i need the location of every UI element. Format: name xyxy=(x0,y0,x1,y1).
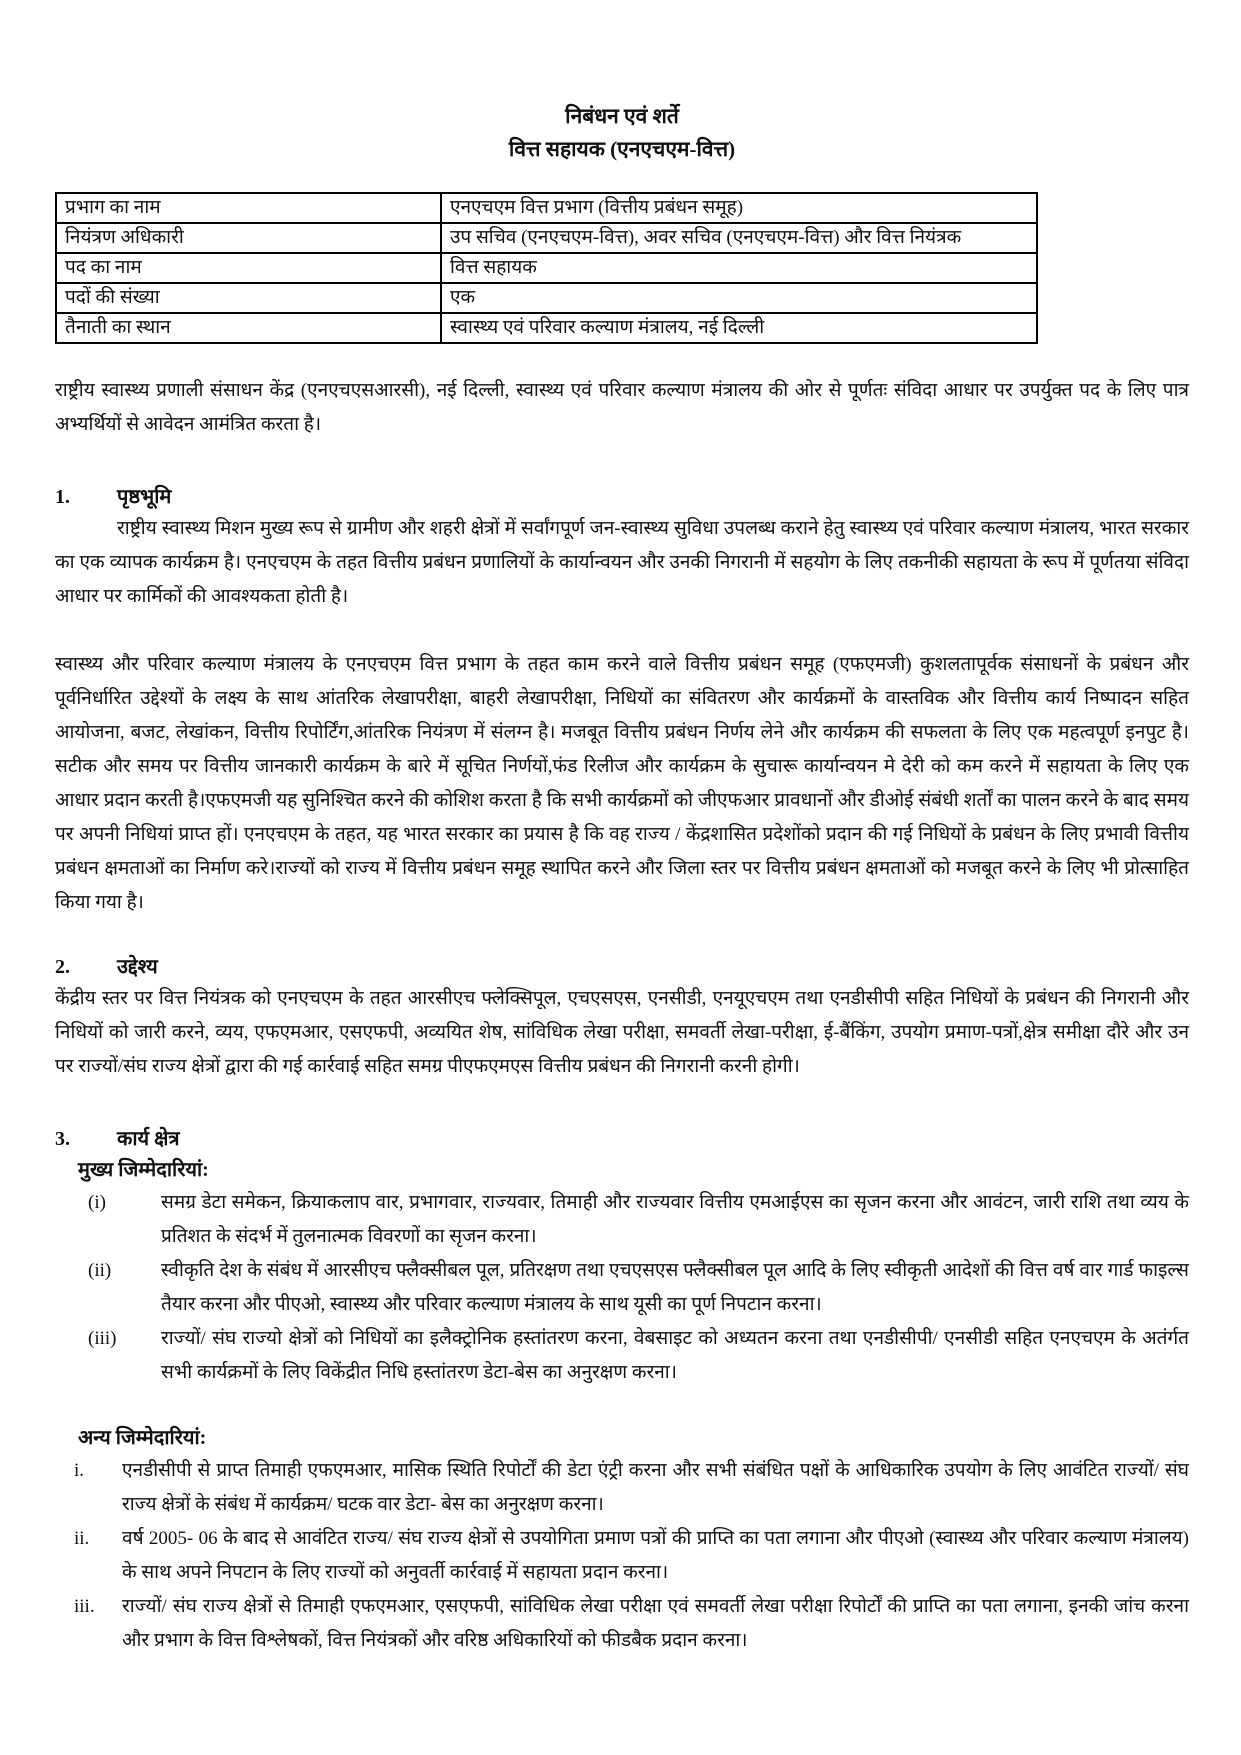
list-item-text: वर्ष 2005- 06 के बाद से आवंटित राज्य/ संघ राज्य क्षेत्रों से उपयोगिता प्रमाण पत्रों की प्राप्ति का पता लगाना और पीएओ (स्वास्थ्य और परिवार कल्याण मंत्रालय) के साथ अपने निपटान के लिए राज्यों को अनुवर्ती कार्रवाई में सहायता प्रदान करना। xyxy=(122,1528,1189,1583)
list-item-text: राज्यों/ संघ राज्यो क्षेत्रों को निधियों का इलैक्ट्रोनिक हस्तांतरण करना, वेबसाइट को अध्यतन करना तथा एनडीसीपी/ एनसीडी सहित एनएचएम के अतंर्गत सभी कार्यक्रमों के लिए विकेंद्रीत निधि हस्तांतरण डेटा-बेस का अनुरक्षण करना। xyxy=(161,1328,1189,1383)
table-cell-value: वित्त सहायक xyxy=(441,253,1037,283)
section-2-title: उद्देश्य xyxy=(117,956,158,978)
table-row xyxy=(56,193,1037,223)
section-2-paragraph: केंद्रीय स्तर पर वित्त नियंत्रक को एनएचएम के तहत आरसीएच फ्लेक्सिपूल, एचएसएस, एनसीडी, एनयूएचएम तथा एनडीसीपी सहित निधियों के प्रबंधन की निगरानी और निधियों को जारी करने, व्यय, एफएमआर, एसएफपी, अव्ययित शेष, सांविधिक लेखा परीक्षा, समवर्ती लेखा-परीक्षा, ई-बैंकिंग, उपयोग प्रमाण-पत्रों,क्षेत्र समीक्षा दौरे और उन पर राज्यों/संघ राज्य क्षेत्रों द्वारा की गई कार्रवाई सहित समग्र पीएफएमएस वित्तीय प्रबंधन की निगरानी करनी होगी। xyxy=(55,988,1189,1077)
list-item xyxy=(55,1590,1189,1658)
main-responsibilities-heading: मुख्य जिम्मेदारियां: xyxy=(78,1159,209,1181)
section-3-number: 3. xyxy=(55,1128,70,1150)
list-item-marker: i. xyxy=(74,1460,85,1481)
table-cell-label: प्रभाग का नाम xyxy=(56,193,441,223)
other-responsibilities-heading: अन्य जिम्मेदारियां: xyxy=(78,1427,207,1449)
table-row xyxy=(56,283,1037,313)
table-cell-value: स्वास्थ्य एवं परिवार कल्याण मंत्रालय, नई दिल्ली xyxy=(441,313,1037,343)
table-row xyxy=(56,313,1037,343)
document-title-line1: निबंधन एवं शर्ते xyxy=(565,104,679,128)
document-title-line2: वित्त सहायक (एनएचएम-वित्त) xyxy=(508,137,736,161)
list-item-text: राज्यों/ संघ राज्य क्षेत्रों से तिमाही एफएमआर, एसएफपी, सांविधिक लेखा परीक्षा एवं समवर्ती लेखा परीक्षा रिपोर्टों की प्राप्ति का पता लगाना, इनकी जांच करना और प्रभाग के वित्त विश्लेषकों, वित्त नियंत्रकों और वरिष्ठ अधिकारियों को फीडबैक प्रदान करना। xyxy=(122,1596,1189,1651)
section-3-heading xyxy=(55,1124,1189,1154)
table-cell-value: एक xyxy=(441,283,1037,313)
table-cell-label: पद का नाम xyxy=(56,253,441,283)
table-cell-label: तैनाती का स्थान xyxy=(56,313,441,343)
section-1-title: पृष्ठभूमि xyxy=(117,486,172,508)
list-item-marker: iii. xyxy=(74,1596,95,1617)
table-cell-value: उप सचिव (एनएचएम-वित्त), अवर सचिव (एनएचएम-वित्त) और वित्त नियंत्रक xyxy=(441,223,1037,253)
table-cell-label: नियंत्रण अधिकारी xyxy=(56,223,441,253)
list-item xyxy=(55,1454,1189,1522)
table-cell-label: पदों की संख्या xyxy=(56,283,441,313)
section-1-paragraph-1: राष्ट्रीय स्वास्थ्य मिशन मुख्य रूप से ग्रामीण और शहरी क्षेत्रों में सर्वांगपूर्ण जन-स्वास्थ्य सुविधा उपलब्ध कराने हेतु स्वास्थ्य एवं परिवार कल्याण मंत्रालय, भारत सरकार का एक व्यापक कार्यक्रम है। एनएचएम के तहत वित्तीय प्रबंधन प्रणालियों के कार्यान्वयन और उनकी निगरानी में सहयोग के लिए तकनीकी सहायता के रूप में पूर्णतया संविदा आधार पर कार्मिकों की आवश्यकता होती है। xyxy=(55,518,1189,607)
list-item-marker: (ii) xyxy=(88,1260,112,1281)
list-item xyxy=(55,1522,1189,1590)
table-cell-value: एनएचएम वित्त प्रभाग (वित्तीय प्रबंधन समूह) xyxy=(441,193,1037,223)
list-item xyxy=(55,1254,1189,1322)
list-item xyxy=(55,1322,1189,1390)
list-item-marker: (i) xyxy=(88,1192,106,1213)
table-row xyxy=(56,253,1037,283)
position-info-table xyxy=(55,192,1038,344)
list-item-text: एनडीसीपी से प्राप्त तिमाही एफएमआर, मासिक स्थिति रिपोर्टों की डेटा एंट्री करना और सभी संबंधित पक्षों के आधिकारिक उपयोग के लिए आवंटित राज्यों/ संघ राज्य क्षेत्रों के संबंध में कार्यक्रम/ घटक वार डेटा- बेस का अनुरक्षण करना। xyxy=(122,1460,1189,1515)
table-row xyxy=(56,223,1037,253)
intro-paragraph: राष्ट्रीय स्वास्थ्य प्रणाली संसाधन केंद्र (एनएचएसआरसी), नई दिल्ली, स्वास्थ्य एवं परिवार कल्याण मंत्रालय की ओर से पूर्णतः संविदा आधार पर उपर्युक्त पद के लिए पात्र अभ्यर्थियों से आवेदन आमंत्रित करता है। xyxy=(55,380,1189,435)
list-item-text: स्वीकृति देश के संबंध में आरसीएच फ्लैक्सीबल पूल, प्रतिरक्षण तथा एचएसएस फ्लैक्सीबल पूल आदि के लिए स्वीकृती आदेशों की वित्त वर्ष वार गार्ड फाइल्स तैयार करना और पीएओ, स्वास्थ्य और परिवार कल्याण मंत्रालय के साथ यूसी का पूर्ण निपटान करना। xyxy=(161,1260,1189,1315)
list-item-marker: ii. xyxy=(74,1528,90,1549)
document-title xyxy=(55,100,1189,166)
section-3-title: कार्य क्षेत्र xyxy=(117,1128,180,1150)
list-item xyxy=(55,1186,1189,1254)
section-2-heading xyxy=(55,952,1189,982)
section-1-heading xyxy=(55,482,1189,512)
section-1-paragraph-2: स्वास्थ्य और परिवार कल्याण मंत्रालय के एनएचएम वित्त प्रभाग के तहत काम करने वाले वित्तीय प्रबंधन समूह (एफएमजी) कुशलतापूर्वक संसाधनों के प्रबंधन और पूर्वनिर्धारित उद्देश्यों के लक्ष्य के साथ आंतरिक लेखापरीक्षा, बाहरी लेखापरीक्षा, निधियों का संवितरण और कार्यक्रमों के वास्तविक और वित्तीय कार्य निष्पादन सहित आयोजना, बजट, लेखांकन, वित्तीय रिपोर्टिंग,आंतरिक नियंत्रण में संलग्न है। मजबूत वित्तीय प्रबंधन निर्णय लेने और कार्यक्रम की सफलता के लिए एक महत्वपूर्ण इनपुट है।सटीक और समय पर वित्तीय जानकारी कार्यक्रम के बारे में सूचित निर्णयों,फंड रिलीज और कार्यक्रम के सुचारू कार्यान्वयन मे देरी को कम करने में सहायता के लिए एक आधार प्रदान करती है।एफएमजी यह सुनिश्चित करने की कोशिश करता है कि सभी कार्यक्रमों को जीएफआर प्रावधानों और डीओई संबंधी शर्तों का पालन करने के बाद समय पर अपनी निधियां प्राप्त हों। एनएचएम के तहत, यह भारत सरकार का प्रयास है कि वह राज्य / केंद्रशासित प्रदेशोंको प्रदान की गई निधियों के प्रबंधन के लिए प्रभावी वित्तीय प्रबंधन क्षमताओं का निर्माण करे।राज्यों को राज्य में वित्तीय प्रबंधन समूह स्थापित करने और जिला स्तर पर वित्तीय प्रबंधन क्षमताओं को मजबूत करने के लिए भी प्रोत्साहित किया गया है। xyxy=(55,654,1189,913)
section-1-number: 1. xyxy=(55,486,70,508)
list-item-marker: (iii) xyxy=(88,1328,117,1349)
section-2-number: 2. xyxy=(55,956,70,978)
list-item-text: समग्र डेटा समेकन, क्रियाकलाप वार, प्रभागवार, राज्यवार, तिमाही और राज्यवार वित्तीय एमआईएस का सृजन करना और आवंटन, जारी राशि तथा व्यय के प्रतिशत के संदर्भ में तुलनात्मक विवरणों का सृजन करना। xyxy=(161,1192,1189,1247)
